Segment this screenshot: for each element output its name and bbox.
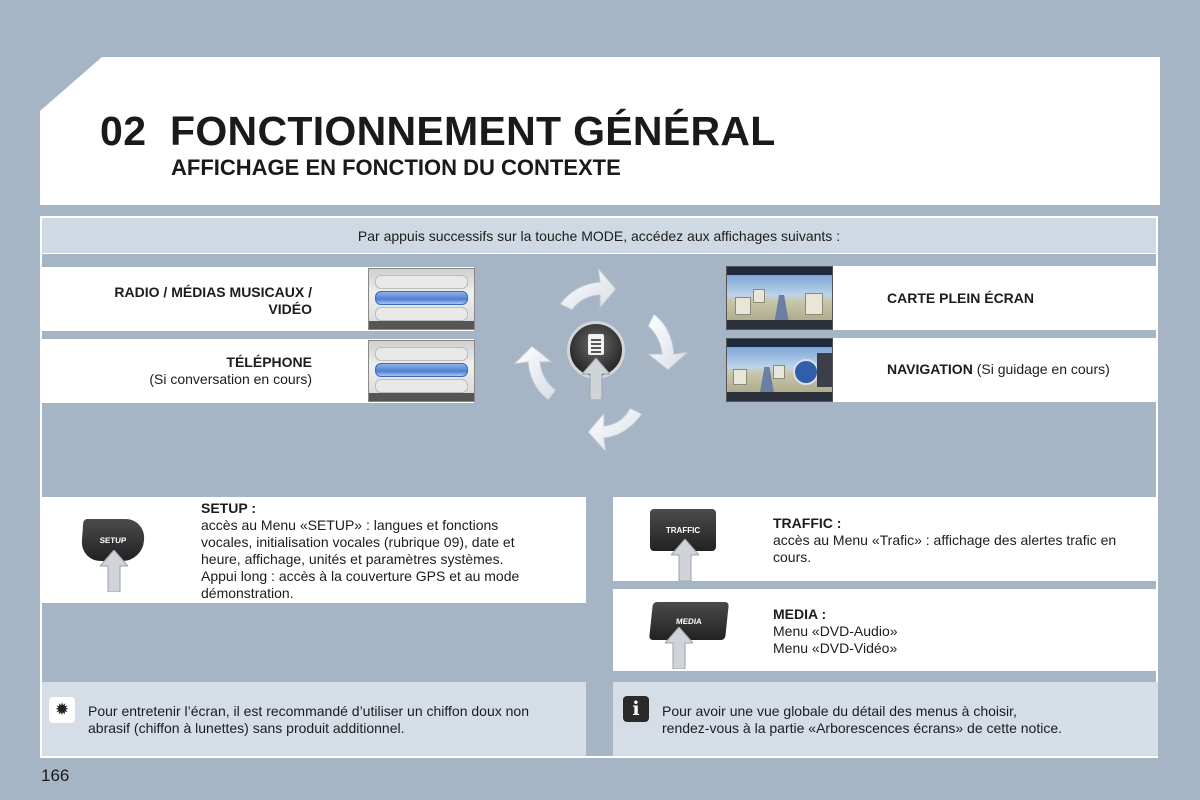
mode-panel-navigation	[726, 338, 1158, 402]
setup-text-long-press: Appui long : accès à la couverture GPS et au mode démonstration.	[201, 568, 520, 601]
telephone-screen-thumbnail	[368, 340, 475, 402]
cycle-arrow-right	[648, 314, 688, 370]
mode-label-map: CARTE PLEIN ÉCRAN	[887, 290, 1035, 306]
media-press-arrow-icon	[665, 627, 693, 669]
media-line-1: Menu «DVD-Audio»	[773, 623, 898, 639]
mode-panel-telephone	[42, 339, 474, 403]
mode-label-telephone-title: TÉLÉPHONE	[226, 354, 312, 370]
setup-button[interactable]: SETUP	[81, 519, 146, 561]
mode-label-radio-line2: VIDÉO	[268, 301, 312, 317]
mode-label-radio	[114, 284, 312, 318]
info-panel	[613, 682, 1158, 756]
sun-tip-icon: ✹	[49, 697, 75, 723]
media-line-2: Menu «DVD-Vidéo»	[773, 640, 898, 656]
info-line-1: Pour avoir une vue globale du détail des menus à choisir,	[662, 703, 1017, 719]
mode-label-radio-line1: RADIO / MÉDIAS MUSICAUX /	[114, 284, 312, 300]
setup-description	[201, 500, 553, 602]
page-number: 166	[41, 766, 70, 785]
mode-panel-map	[726, 266, 1158, 330]
traffic-text: accès au Menu «Trafic» : affichage des alertes trafic en cours.	[773, 532, 1117, 565]
mode-label-telephone-note: (Si conversation en cours)	[149, 371, 312, 387]
navigation-screen-thumbnail	[726, 338, 833, 402]
setup-press-arrow-icon	[100, 550, 128, 592]
radio-screen-thumbnail	[368, 268, 475, 330]
chapter-number: 02	[100, 108, 147, 154]
traffic-description	[773, 515, 1145, 566]
traffic-title: TRAFFIC :	[773, 515, 842, 531]
media-panel	[613, 589, 1158, 671]
mode-label-navigation-title: NAVIGATION	[887, 361, 973, 377]
traffic-press-arrow-icon	[671, 539, 699, 581]
traffic-button[interactable]: TRAFFIC	[650, 509, 716, 551]
info-icon: i	[623, 696, 649, 722]
page-title: FONCTIONNEMENT GÉNÉRAL	[170, 108, 776, 154]
mode-document-icon	[588, 334, 604, 355]
info-line-2: rendez-vous à la partie «Arborescences écrans» de cette notice.	[662, 720, 1063, 736]
mode-panel-radio	[42, 267, 474, 331]
setup-text: accès au Menu «SETUP» : langues et fonctions vocales, initialisation vocales (rubrique 09), date et heure, affichage, unités et paramètres systèmes.	[201, 517, 515, 567]
intro-text: Par appuis successifs sur la touche MODE, accédez aux affichages suivants :	[42, 218, 1156, 254]
cycle-arrow-left	[514, 346, 556, 400]
setup-title: SETUP :	[201, 500, 256, 516]
map-screen-thumbnail	[726, 266, 833, 330]
cycle-arrow-top	[560, 268, 616, 310]
info-description	[662, 703, 1148, 737]
tip-panel	[42, 682, 586, 756]
cycle-arrow-bottom	[588, 408, 642, 452]
page-subtitle: AFFICHAGE EN FONCTION DU CONTEXTE	[171, 155, 621, 180]
mode-label-telephone	[149, 354, 312, 388]
media-button[interactable]: MEDIA	[649, 602, 729, 640]
media-title: MEDIA :	[773, 606, 827, 622]
media-description	[773, 606, 1145, 657]
mode-label-navigation-note: (Si guidage en cours)	[972, 361, 1110, 377]
tip-text: Pour entretenir l’écran, il est recommandé d’utiliser un chiffon doux non abrasif (chiffon à lunettes) sans produit additionnel.	[88, 703, 529, 736]
mode-label-navigation	[887, 361, 1110, 378]
setup-panel	[42, 497, 586, 603]
traffic-panel	[613, 497, 1158, 581]
press-arrow-icon	[582, 358, 610, 400]
